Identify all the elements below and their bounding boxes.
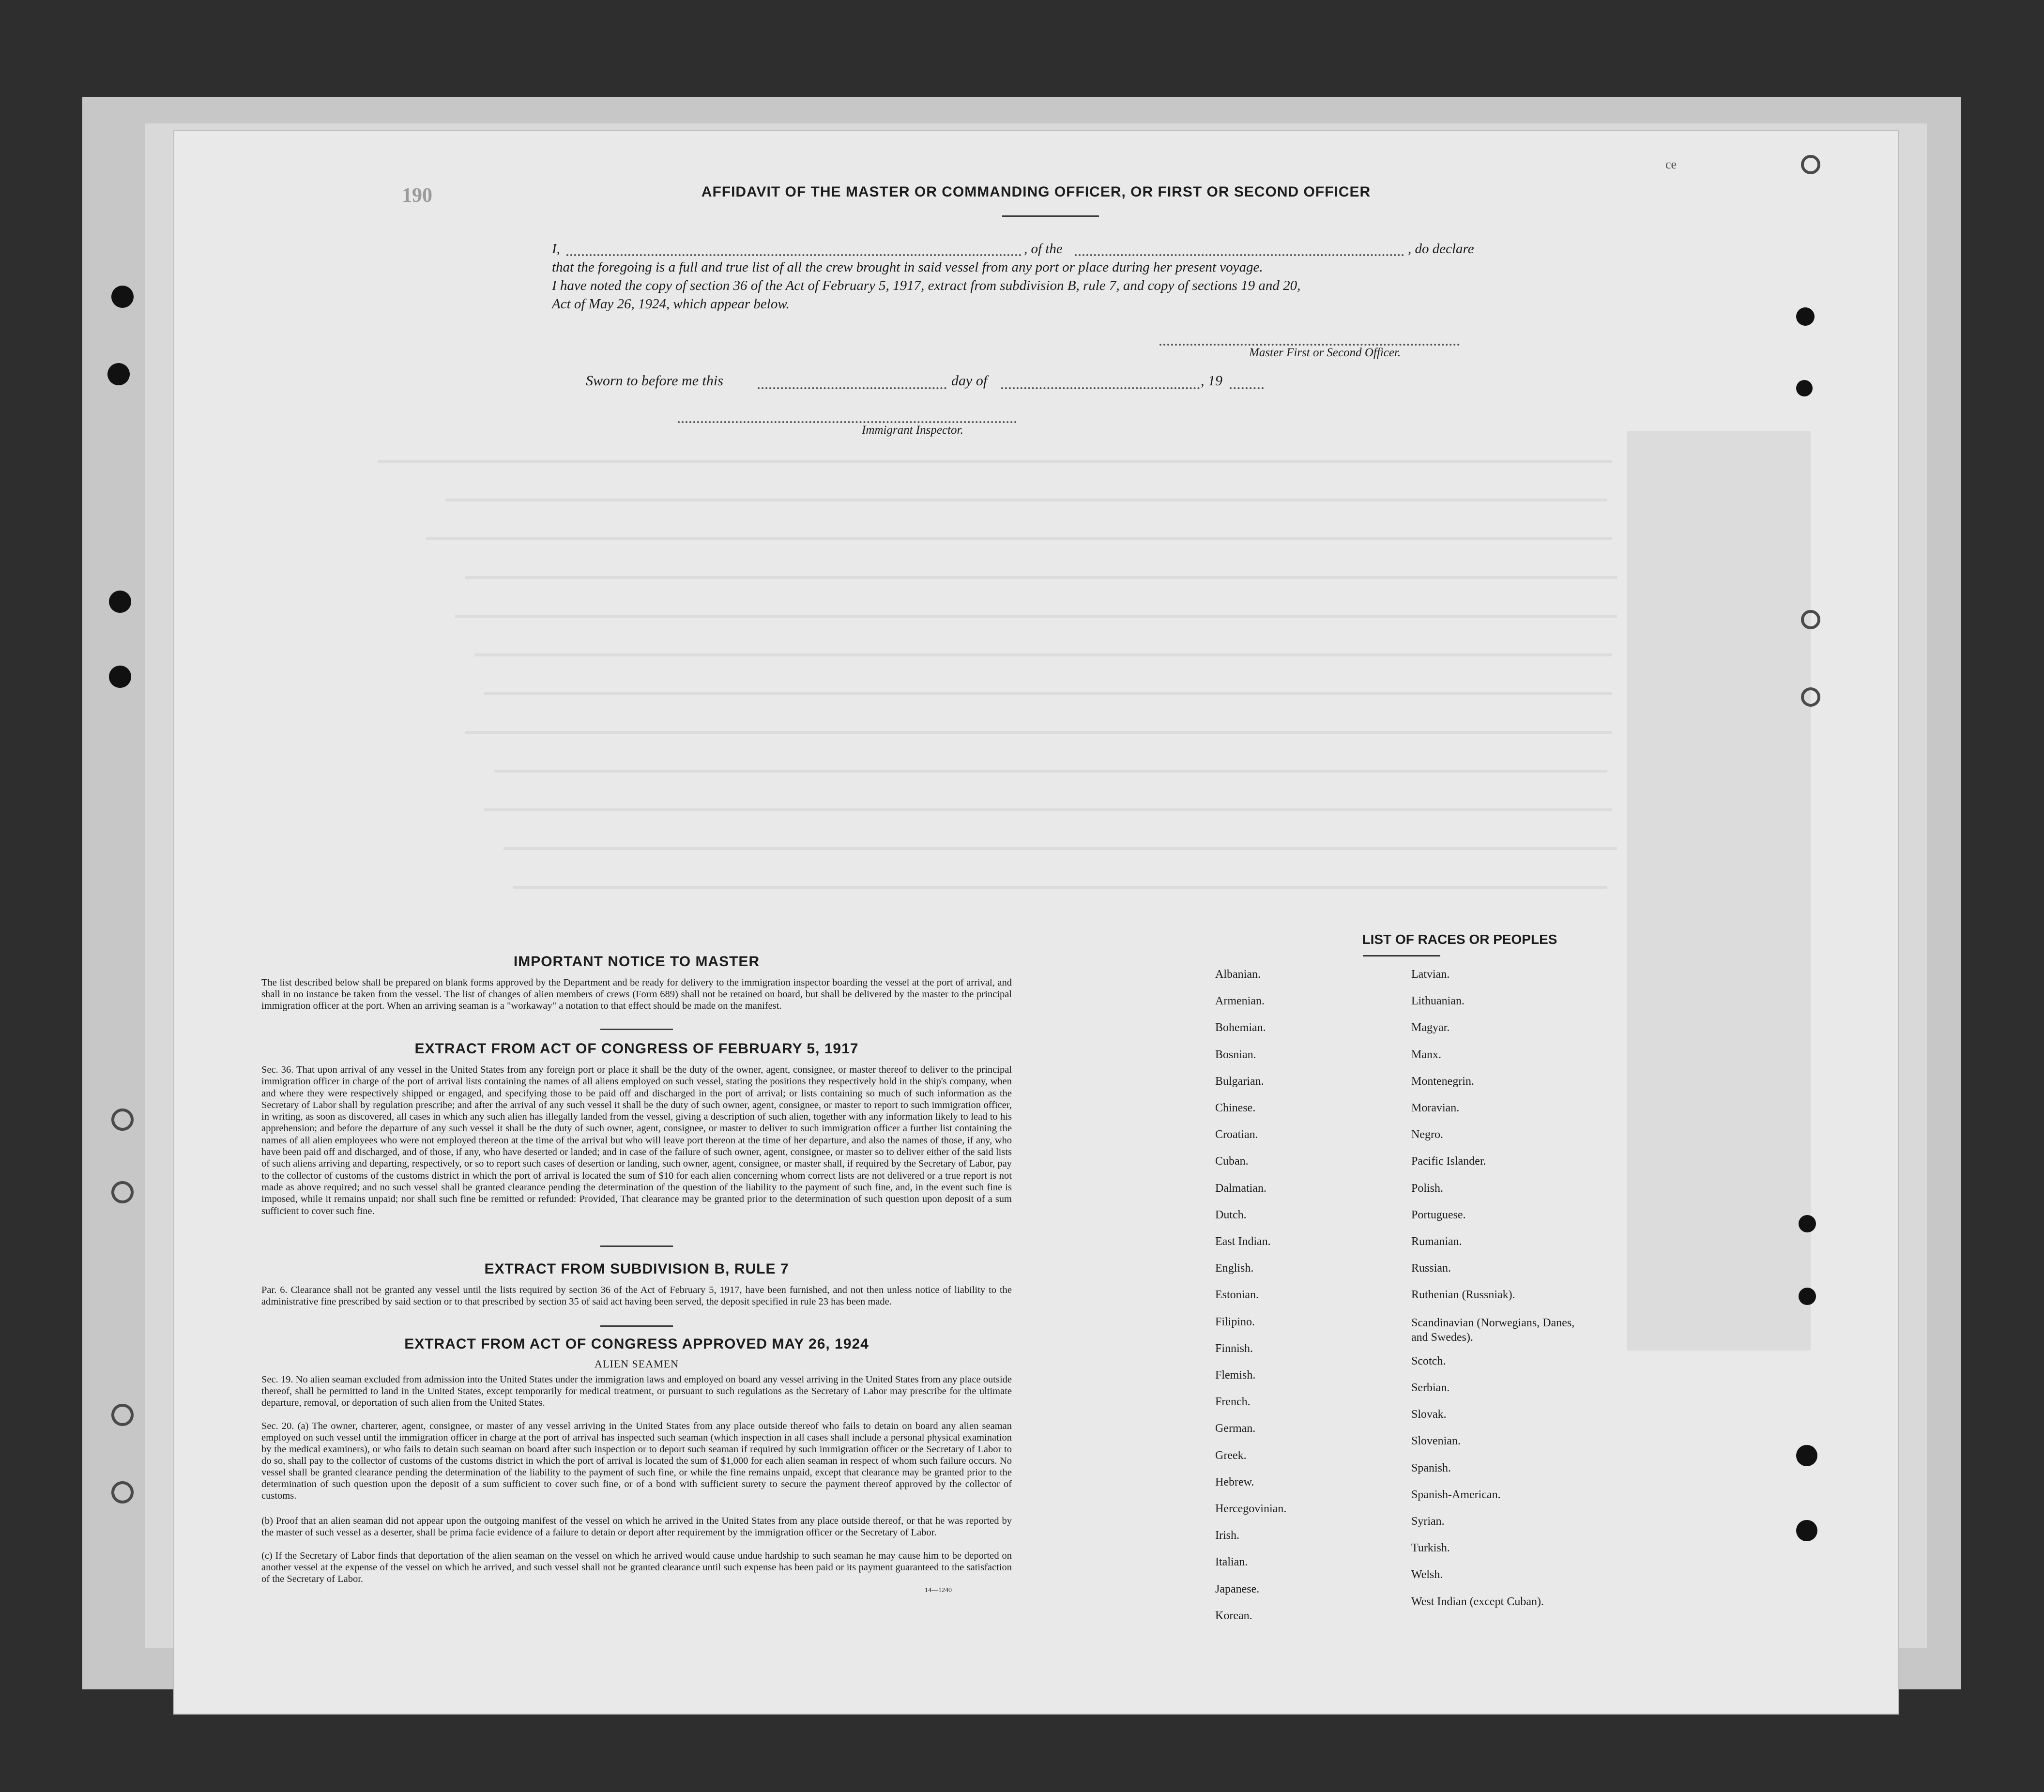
- rule-7-title: EXTRACT FROM SUBDIVISION B, RULE 7: [484, 1261, 789, 1277]
- race-item: Turkish.: [1411, 1542, 1450, 1555]
- punch-hole: [109, 666, 131, 688]
- sworn-month-blank: [1001, 387, 1200, 389]
- punch-hole: [111, 1481, 134, 1503]
- race-item: Bohemian.: [1215, 1021, 1266, 1034]
- race-item: Japanese.: [1215, 1582, 1260, 1595]
- vessel-name-blank: [1075, 254, 1404, 256]
- punch-hole: [1801, 610, 1820, 629]
- punch-hole: [1796, 307, 1815, 326]
- race-item: Estonian.: [1215, 1289, 1259, 1302]
- inspector-signature-line: [678, 421, 1017, 423]
- punch-hole: [109, 591, 131, 613]
- notice-title: IMPORTANT NOTICE TO MASTER: [513, 954, 760, 970]
- punch-hole: [1799, 1288, 1816, 1305]
- affidavit-line-2: that the foregoing is a full and true list of all the crew brought in said vessel from any port or place during her present voyage.: [552, 259, 1263, 275]
- race-item: Croatian.: [1215, 1128, 1258, 1141]
- sworn-year-blank: [1230, 387, 1264, 389]
- manifest-page: [174, 131, 1898, 1714]
- rule-7-divider: [600, 1325, 673, 1327]
- race-item: Spanish.: [1411, 1461, 1451, 1474]
- punch-hole: [111, 1404, 134, 1426]
- sworn-date-blank: [758, 387, 946, 389]
- punch-hole: [1796, 1520, 1817, 1541]
- race-item: Dalmatian.: [1215, 1182, 1266, 1195]
- race-item: Rumanian.: [1411, 1235, 1462, 1248]
- race-item: Russian.: [1411, 1262, 1451, 1275]
- alien-seamen-subtitle: ALIEN SEAMEN: [595, 1358, 679, 1370]
- race-item: Hebrew.: [1215, 1475, 1254, 1488]
- affidavit-of-the: , of the: [1024, 241, 1063, 257]
- affidavit-line-3: I have noted the copy of section 36 of the Act of February 5, 1917, extract from subdivision B, rule 7, and copy of sections 19 and 20,: [552, 278, 1301, 293]
- race-item: English.: [1215, 1262, 1254, 1275]
- race-item: Finnish.: [1215, 1342, 1253, 1355]
- punch-hole: [1799, 1215, 1816, 1232]
- race-item: Syrian.: [1411, 1515, 1445, 1528]
- punch-hole: [107, 363, 130, 385]
- form-number: 14—1240: [925, 1587, 952, 1594]
- section-19-text: Sec. 19. No alien seaman excluded from admission into the United States under the immigration laws and employed on board any vessel arriving in the United States from any place outside thereof, shall be permitted to land in the United States, except temporarily for medical treatment, or pursuant to such regulations as the Secretary of Labor may prescribe for the ultimate departure, removal, or deportation of such alien from the United States.: [261, 1374, 1012, 1408]
- extract-1917-divider: [600, 1245, 673, 1247]
- extract-1917-title: EXTRACT FROM ACT OF CONGRESS OF FEBRUARY 5, 1917: [414, 1041, 859, 1057]
- inspector-label: Immigrant Inspector.: [862, 424, 963, 437]
- extract-1917-text: Sec. 36. That upon arrival of any vessel in the United States from any foreign port or place it shall be the duty of the owner, agent, consignee, or master thereof to deliver to the principal immigration officer in charge of the port of arrival lists containing the names of all aliens employed on such vessel, stating the positions they respectively hold in the ship's company, when and where they were respectively shipped or engaged, and specifying those to be paid off and discharged in the port of arrival; or lists containing so much of such information as the Secretary of Labor shall by regulation prescribe; and after the arrival of any such vessel it shall be the duty of such owner, agent, consignee, or master to report to such immigration officer, in writing, as soon as discovered, all cases in which any such alien has illegally landed from the vessel, giving a description of such alien, together with any information likely to lead to his apprehension; and before the departure of any such vessel it shall be the duty of such owner, agent, consignee, or master to deliver to such immigration officer a further list containing the names of all alien employees who were not employed thereon at the time of the arrival but who will leave port thereon at the time of her departure, and also the names of those, if any, who have been paid off and discharged, and of those, if any, who have deserted or landed; and in case of the failure of such owner, agent, consignee, or master so to deliver either of the said lists of such aliens arriving and departing, respectively, or so to report such cases of desertion or landing, such owner, agent, consignee, or master shall, if required by the Secretary of Labor, pay to the collector of customs of the customs district in which the port of arrival is located the sum of $10 for each alien concerning whom correct lists are not delivered or a true report is not made as above required; and no such vessel shall be granted clearance pending the determination of the question of the liability to the payment of such fine, and, in the event such fine is imposed, while it remains unpaid; nor shall such fine be remitted or refunded: Provided, That clearance may be granted prior to the determination of such question upon deposit of a sum sufficient to cover such fine.: [261, 1064, 1012, 1216]
- race-item: West Indian (except Cuban).: [1411, 1595, 1544, 1608]
- race-item: Dutch.: [1215, 1208, 1247, 1221]
- title-divider: [1002, 215, 1099, 217]
- section-20a-text: Sec. 20. (a) The owner, charterer, agent, consignee, or master of any vessel arriving in the United States from any place outside thereof who fails to detain on board any alien seaman employed on such vessel until the immigration officer in charge at the port of arrival has inspected such seaman (which inspection in all cases shall include a personal physical examination by the medical examiners), or who fails to detain such seaman on board after such inspection or to deport such seaman if required by such immigration officer or the Secretary of Labor to do so, shall pay to the collector of customs of the customs district in which the port of arrival is located the sum of $1,000 for each alien seaman in respect of whom such failure occurs. No vessel shall be granted clearance pending the determination of the liability to the payment of such fine, or while the fine remains unpaid, except that clearance may be granted prior to the determination of such question upon the deposit of a sum sufficient to cover such fine, or of a bond with sufficient surety to secure the payment thereof approved by the collector of customs.: [261, 1421, 1012, 1501]
- race-item: Polish.: [1411, 1182, 1444, 1195]
- race-item: Spanish-American.: [1411, 1488, 1501, 1501]
- race-item: Hercegovinian.: [1215, 1503, 1287, 1515]
- race-item: Ruthenian (Russniak).: [1411, 1289, 1515, 1302]
- race-item: French.: [1215, 1396, 1251, 1409]
- race-item: Slovenian.: [1411, 1435, 1461, 1448]
- sworn-day-of: day of: [951, 373, 988, 389]
- race-item: Chinese.: [1215, 1102, 1256, 1114]
- race-item: Bulgarian.: [1215, 1075, 1264, 1088]
- race-item: Moravian.: [1411, 1102, 1460, 1114]
- section-20b-text: (b) Proof that an alien seaman did not appear upon the outgoing manifest of the vessel on which he arrived in the United States from any place outside thereof, or that he was reported by the master of such vessel as a deserter, shall be prima facie evidence of a failure to detain or deport after requirement by the immigration officer or the Secretary of Labor.: [261, 1516, 1012, 1538]
- race-item: Bosnian.: [1215, 1048, 1256, 1061]
- race-item: Filipino.: [1215, 1315, 1255, 1328]
- race-item: Slovak.: [1411, 1408, 1447, 1421]
- race-item: Montenegrin.: [1411, 1075, 1474, 1088]
- punch-hole: [1801, 687, 1820, 707]
- mirrored-page-number: 190: [402, 184, 432, 207]
- affidavit-title: AFFIDAVIT OF THE MASTER OR COMMANDING OFFICER, OR FIRST OR SECOND OFFICER: [701, 184, 1371, 200]
- rule-7-text: Par. 6. Clearance shall not be granted any vessel until the lists required by section 36 of the Act of February 5, 1917, have been furnished, and not then unless notice of liability to the administrative fine prescribed by said section or to that prescribed by section 35 of said act having been served, the deposit specified in rule 23 has been made.: [261, 1285, 1012, 1307]
- master-signature-label: Master First or Second Officer.: [1249, 346, 1401, 359]
- race-item: Albanian.: [1215, 968, 1261, 981]
- race-item: Scandinavian (Norwegians, Danes, and Swedes).: [1411, 1316, 1575, 1344]
- race-item: Scotch.: [1411, 1354, 1446, 1367]
- race-item: Latvian.: [1411, 968, 1450, 981]
- race-item: Magyar.: [1411, 1021, 1450, 1034]
- affidavit-text: [552, 240, 1665, 313]
- race-item: Irish.: [1215, 1529, 1239, 1542]
- punch-hole: [1796, 1445, 1817, 1466]
- race-item: Greek.: [1215, 1449, 1247, 1462]
- notice-text: The list described below shall be prepared on blank forms approved by the Department and be ready for delivery to the immigration inspector boarding the vessel at the port of arrival, and shall in no instance be taken from the vessel. The list of changes of alien members of crews (Form 689) shall not be retained on board, but shall be delivered by the master to the principal immigration officer at the port. When an arriving seaman is a "workaway" a notation to that effect should be made on the manifest.: [261, 977, 1012, 1011]
- race-item: Korean.: [1215, 1609, 1252, 1622]
- race-item: Negro.: [1411, 1128, 1443, 1141]
- affidavit-i: I,: [552, 241, 560, 257]
- race-item: Portuguese.: [1411, 1208, 1466, 1221]
- master-signature-line: [1159, 344, 1460, 346]
- races-divider: [1363, 955, 1440, 957]
- section-20c-text: (c) If the Secretary of Labor finds that deportation of the alien seaman on the vessel on which he arrived would cause undue hardship to such seaman he may cause him to be deported on another vessel at the expense of the vessel on which he arrived, and such vessel shall not be granted clearance until such expense has been paid or its payment guaranteed to the satisfaction of the Secretary of Labor.: [261, 1550, 1012, 1584]
- race-item: Cuban.: [1215, 1155, 1249, 1168]
- race-item: Armenian.: [1215, 995, 1265, 1008]
- punch-hole: [111, 1181, 134, 1203]
- race-item: Serbian.: [1411, 1382, 1450, 1394]
- punch-hole: [111, 1109, 134, 1131]
- affidavit-line-4: Act of May 26, 1924, which appear below.: [552, 296, 790, 312]
- punch-hole: [1801, 155, 1820, 174]
- master-name-blank: [566, 254, 1022, 256]
- race-item: East Indian.: [1215, 1235, 1271, 1248]
- corner-mark: ce: [1665, 157, 1677, 171]
- races-title: LIST OF RACES OR PEOPLES: [1362, 932, 1557, 947]
- extract-1924-title: EXTRACT FROM ACT OF CONGRESS APPROVED MAY 26, 1924: [404, 1336, 869, 1352]
- race-item: Flemish.: [1215, 1369, 1256, 1382]
- race-item: Welsh.: [1411, 1568, 1443, 1581]
- race-item: Lithuanian.: [1411, 995, 1464, 1008]
- notice-divider: [600, 1029, 673, 1030]
- sworn-year: , 19: [1201, 373, 1222, 389]
- punch-hole: [111, 286, 134, 308]
- race-item: German.: [1215, 1422, 1256, 1435]
- race-item: Manx.: [1411, 1048, 1441, 1061]
- race-item: Pacific Islander.: [1411, 1155, 1486, 1168]
- affidavit-declare: , do declare: [1408, 241, 1474, 257]
- sworn-prefix: Sworn to before me this: [586, 373, 723, 389]
- race-item: Italian.: [1215, 1556, 1248, 1569]
- punch-hole: [1796, 380, 1813, 396]
